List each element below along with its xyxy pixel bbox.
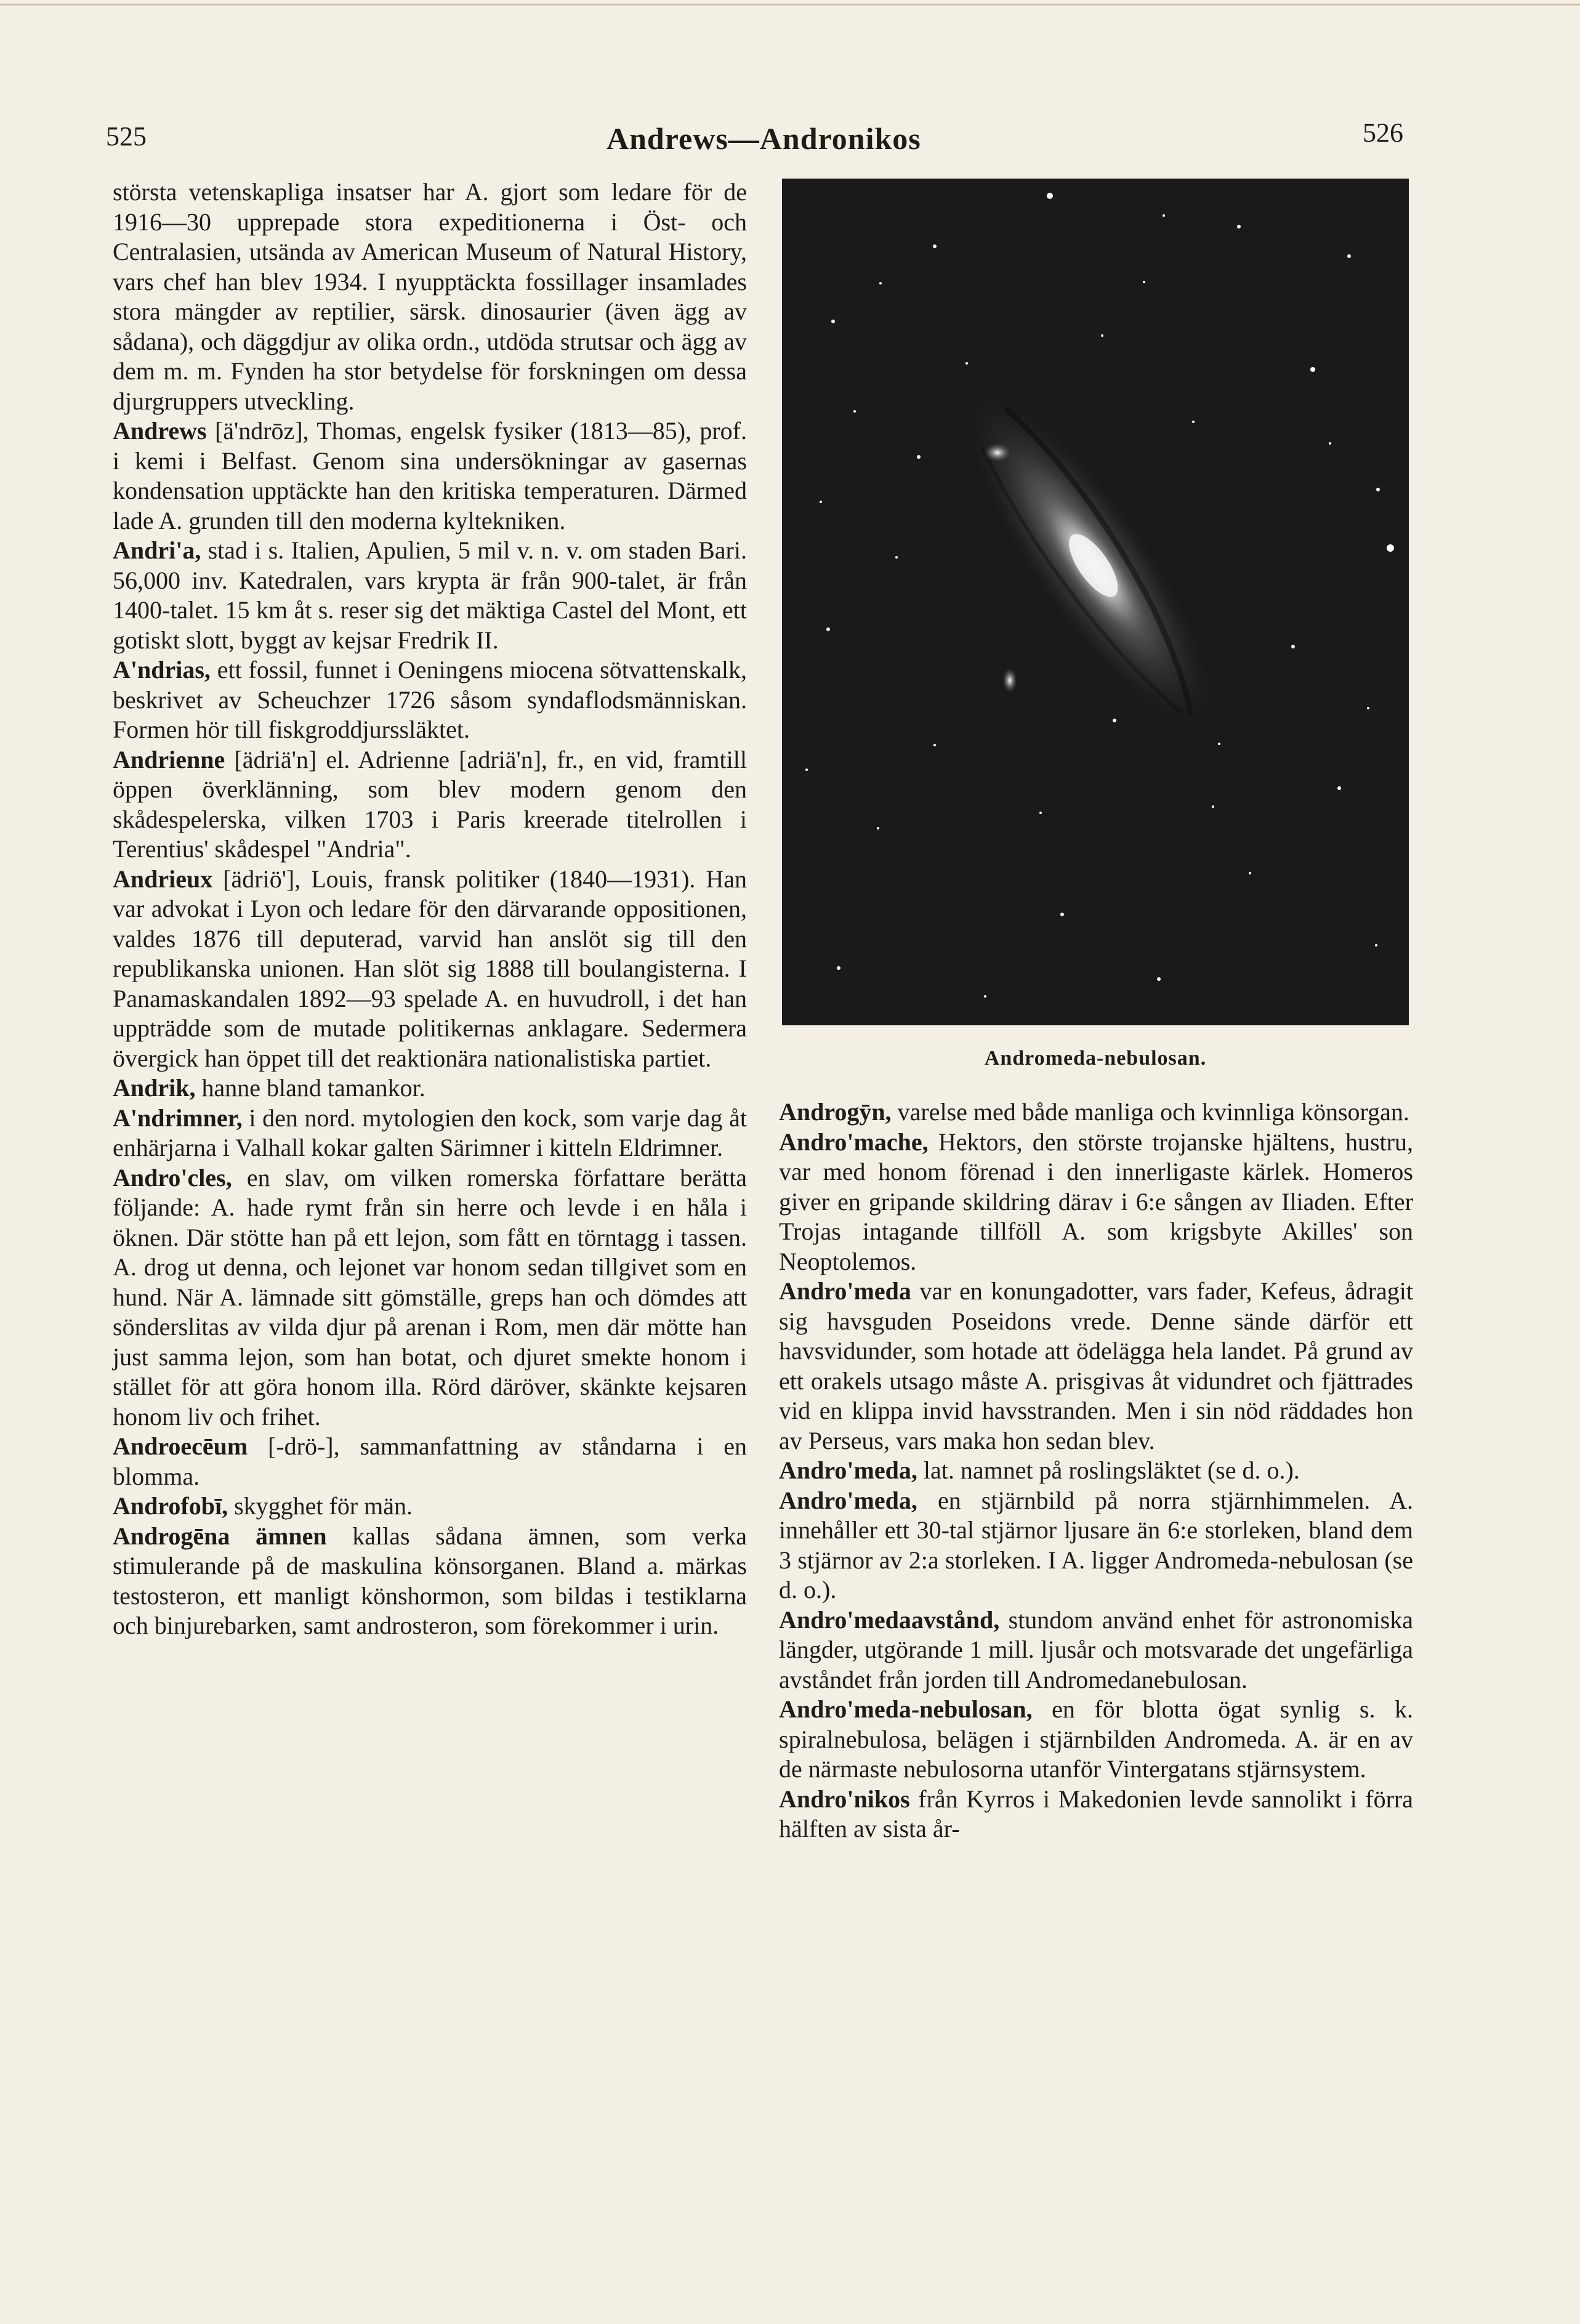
- entry-androcles: Andro'cles, en slav, om vilken romerska författare berätta följande: A. hade rymt från sin herre och levde i en håla i öknen. Där stötte han på ett lejon, som fått en törntagg i tassen. A. drog ut denna, och lejonet var honom sedan tillgivet som en hund. När A. lämnade sitt gömställe, greps han och dömdes att sönderslitas av vilda djur på arenan i Rom, men där mötte han just samma lejon, som han botat, och djuret smekte honom i stället för att göra honom illa. Rörd däröver, skänkte kejsaren honom liv och frihet.: [113, 1163, 747, 1430]
- entry-androeceum: Androecēum [-drö-], sammanfattning av ståndarna i en blomma.: [113, 1432, 747, 1490]
- entry-andria: Andri'a, stad i s. Italien, Apulien, 5 mil v. n. v. om staden Bari. 56,000 inv. Katedralen, vars krypta är från 900-talet, är från 1400-talet. 15 km åt s. reser sig det mäktiga Castel del Mont, ett gotiskt slott, byggt av kejsar Fredrik II.: [113, 536, 747, 654]
- figure-caption: Andromeda-nebulosan.: [984, 1047, 1207, 1070]
- entry-andromeda-nebulosan: Andro'meda-nebulosan, en för blotta ögat synlig s. k. spiralnebulosa, belägen i stjärnbilden Andromeda. A. är en av de närmaste nebulosorna utanför Vintergatans stjärnsystem.: [779, 1695, 1413, 1783]
- andromeda-nebula-photo: [782, 179, 1409, 1025]
- right-column: [779, 1097, 1413, 1844]
- entry-andromache: Andro'mache, Hektors, den störste trojanske hjältens, hustru, var med honom förenad i den innerligaste kärlek. Homeros giver en gripande skildring därav i 6:e sången av Iliaden. Efter Trojas intagande tillföll A. som krigsbyte Akilles' son Neoptolemos.: [779, 1128, 1413, 1275]
- page-number-right: 526: [1363, 118, 1403, 148]
- page-number-left: 525: [106, 121, 147, 151]
- entry-andrimner: A'ndrimner, i den nord. mytologien den kock, som varje dag åt enhärjarna i Valhall kokar galten Särimner i kitteln Eldrimner.: [113, 1103, 747, 1161]
- entry-andrienne: Andrienne [ädriä'n] el. Adrienne [adriä'n], fr., en vid, framtill öppen överklänning, som blev modern genom den skådespelerska, vilken 1703 i Paris kreerade titelrollen i Terentius' skådespel "Andria".: [113, 745, 747, 863]
- entry-andromeda-myth: Andro'meda var en konungadotter, vars fader, Kefeus, ådragit sig havsguden Poseidons vrede. Denne sände därför ett havsvidunder, som hotade att ödelägga hela landet. På grund av ett orakels utsago måste A. prisgivas åt vidundret och fjättrades vid en klippa invid havsstranden. Men i sin nöd räddades hon av Perseus, vars maka hon sedan blev.: [779, 1277, 1413, 1455]
- entry-andromedaavstand: Andro'medaavstånd, stundom använd enhet för astronomiska längder, utgörande 1 mill. ljusår och motsvarade det ungefärliga avståndet från jorden till Andromedanebulosan.: [779, 1605, 1413, 1693]
- entry-andrik: Andrik, hanne bland tamankor.: [113, 1074, 425, 1102]
- entry-andrieux: Andrieux [ädriö'], Louis, fransk politiker (1840—1931). Han var advokat i Lyon och ledare för den därvarande oppositionen, valdes 1876 till deputerad, varvid han anslöt sig till den republikanska unionen. Han slöt sig 1888 till boulangisterna. I Panamaskandalen 1892—93 spelade A. en huvudroll, i det han uppträdde som de mutade politikernas anklagare. Sedermera övergick han öppet till det reaktionära nationalistiska partiet.: [113, 865, 747, 1072]
- running-header: Andrews—Andronikos: [607, 121, 921, 156]
- entry-androgena-amnen: Androgēna ämnen kallas sådana ämnen, som verka stimulerande på de maskulina könsorganen. Bland a. märkas testosteron, ett manligt könshormon, som bildas i testiklarna och binjurebarken, samt androsteron, som förekommer i urin.: [113, 1522, 747, 1639]
- entry-andromeda-constellation: Andro'meda, en stjärnbild på norra stjärnhimmelen. A. innehåller ett 30-tal stjärnor ljusare än 6:e storleken, bland dem 3 stjärnor av 2:a storleken. I A. ligger Andromeda-nebulosan (se d. o.).: [779, 1486, 1413, 1604]
- left-column: [113, 177, 747, 1641]
- page-top-rule: [0, 4, 1580, 6]
- entry-androgyn: Androgȳn, varelse med både manliga och kvinnliga könsorgan.: [779, 1098, 1409, 1126]
- entry-andromeda-genus: Andro'meda, lat. namnet på roslingsläktet (se d. o.).: [779, 1456, 1300, 1484]
- entry-andrias: A'ndrias, ett fossil, funnet i Oeningens miocena sötvattenskalk, beskrivet av Scheuchzer 1726 såsom syndaflodsmänniskan. Formen hör till fiskgroddjurssläktet.: [113, 656, 747, 743]
- entry-andrews-continuation: största vetenskapliga insatser har A. gjort som ledare för de 1916—30 upprepade stora expeditionerna i Öst- och Centralasien, utsända av American Museum of Natural History, vars chef han blev 1934. I nyupptäckta fossillager insamlades stora mängder av reptilier, särsk. dinosaurier (även ägg av sådana), och däggdjur av olika ordn., utdöda strutsar och ägg av dem m. m. Fynden ha stor betydelse för forskningen om dessa djurgruppers utveckling.: [113, 178, 747, 415]
- entry-andronikos: Andro'nikos från Kyrros i Makedonien levde sannolikt i förra hälften av sista år-: [779, 1785, 1413, 1842]
- entry-andrews-thomas: Andrews [ä'ndrōz], Thomas, engelsk fysiker (1813—85), prof. i kemi i Belfast. Genom sina undersökningar av gasernas kondensation upptäckte han den kritiska temperaturen. Därmed lade A. grunden till den moderna kyltekniken.: [113, 417, 747, 535]
- entry-androfobi: Androfobī, skygghet för män.: [113, 1492, 413, 1520]
